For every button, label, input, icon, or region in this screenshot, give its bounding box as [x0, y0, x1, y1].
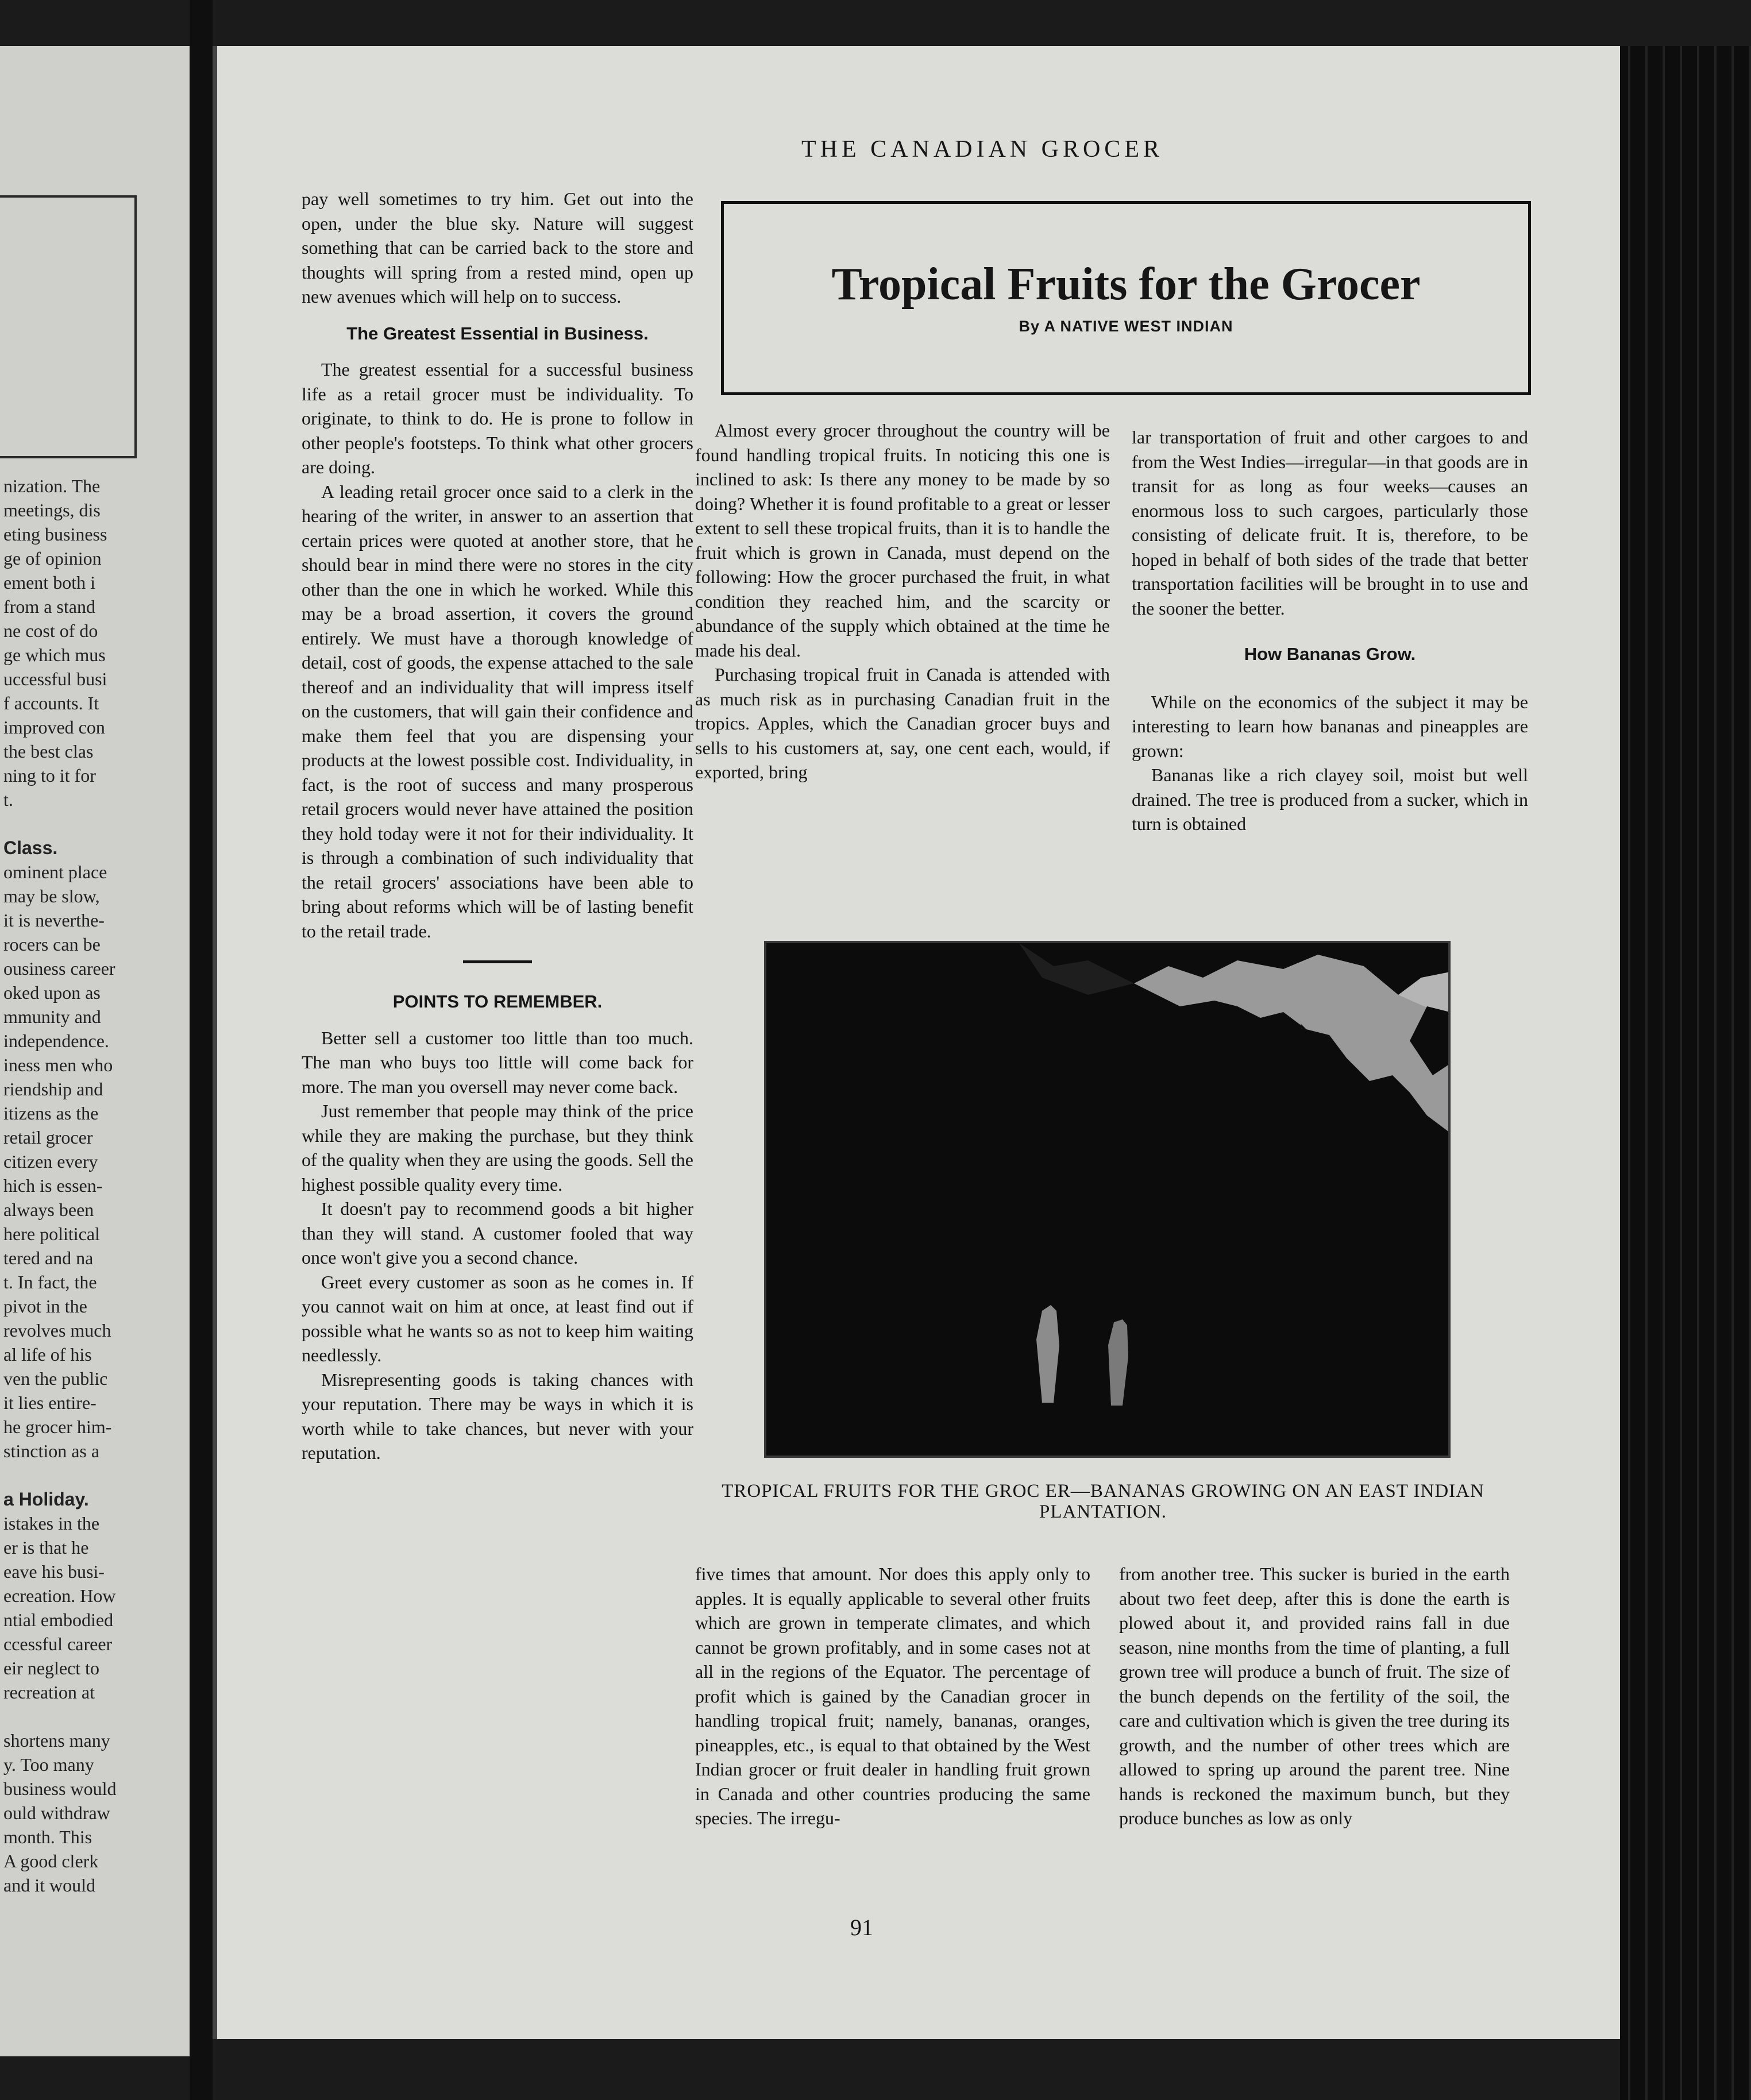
facing-page-line: ning to it for: [3, 765, 96, 786]
facing-page-line: a Holiday.: [3, 1489, 89, 1510]
facing-page-line: month. This: [3, 1827, 92, 1847]
facing-page-line: meetings, dis: [3, 500, 101, 520]
col3-paragraph: lar transportation of fruit and other cargoes to and from the West Indies—irregular—in that goods are in transit for as long as four weeks—causes an enormous loss to such cargoes, particularly those consisting of delicate fruit. It is, therefore, to be hoped in behalf of both sides of the trade that better transportation facilities will be brought in to use and the sooner the better.: [1132, 427, 1528, 619]
facing-page-line: eave his busi-: [3, 1561, 105, 1582]
facing-page-line: tered and na: [3, 1248, 94, 1268]
facing-page-line: f accounts. It: [3, 693, 99, 713]
column-1: [302, 187, 693, 1465]
facing-page-line: from a stand: [3, 596, 95, 617]
facing-page-line: recreation at: [3, 1682, 95, 1703]
facing-page-line: and it would: [3, 1875, 95, 1896]
facing-page-line: he grocer him-: [3, 1416, 112, 1437]
facing-page-line: always been: [3, 1199, 94, 1220]
facing-page-line: ge of opinion: [3, 548, 102, 569]
facing-page-line: retail grocer: [3, 1127, 93, 1148]
facing-page-line: oked upon as: [3, 982, 101, 1003]
heading-how-bananas-grow: How Bananas Grow.: [1244, 644, 1416, 664]
article-byline: By A NATIVE WEST INDIAN: [1019, 318, 1233, 335]
page-number: 91: [850, 1914, 873, 1940]
facing-page-line: A good clerk: [3, 1851, 99, 1871]
facing-page-line: ven the public: [3, 1368, 108, 1389]
col2-paragraph: Purchasing tropical fruit in Canada is attended with as much risk as in purchasing Canadian fruit in the tropics. Apples, which the Canadian grocer buys and sells to his customers at, say, one cent each, would, if exported, bring: [695, 664, 1110, 782]
facing-page-line: Class.: [3, 837, 58, 858]
facing-page-line: itizens as the: [3, 1103, 99, 1124]
facing-page-line: revolves much: [3, 1320, 111, 1341]
photo-caption: TROPICAL FRUITS FOR THE GROC ER—BANANAS GROWING ON AN EAST INDIAN PLANTATION.: [722, 1481, 1484, 1522]
facing-page-line: the best clas: [3, 741, 94, 762]
facing-page-line: shortens many: [3, 1730, 110, 1751]
facing-page-line: here political: [3, 1223, 100, 1244]
book-binding: [1620, 46, 1751, 2100]
facing-page-line: business would: [3, 1778, 117, 1799]
col3-paragraph: While on the economics of the subject it may be interesting to learn how bananas and pineapples are grown:: [1132, 691, 1528, 761]
col2-bottom-paragraph: five times that amount. Nor does this apply only to apples. It is equally applicable to several other fruits which are grown in temperate climates, and which cannot be grown profitably, and in some cases not at all in the regions of the Equator. The percentage of profit which is gained by the Canadian grocer in handling tropical fruit; namely, bananas, oranges, pineapples, etc., is equal to that obtained by the West Indian grocer or fruit dealer in handling fruit grown in Canada and other countries producing the same species. The irregu-: [695, 1564, 1090, 1828]
facing-page-line: ne cost of do: [3, 620, 98, 641]
facing-page-column: [3, 474, 188, 1897]
facing-page-line: t. In fact, the: [3, 1272, 97, 1292]
facing-page-line: improved con: [3, 717, 105, 738]
facing-page-line: pivot in the: [3, 1296, 87, 1317]
facing-page-line: citizen every: [3, 1151, 98, 1172]
facing-page-line: independence.: [3, 1030, 109, 1051]
col3-bottom-paragraph: from another tree. This sucker is buried in the earth about two feet deep, after this is done the earth is plowed about it, and provided rains fall in due season, nine months from the time of planting, a full grown tree will produce a bunch of fruit. The size of the bunch depends on the fertility of the soil, the care and cultivation which is given the tree during its growth, and the number of other trees which are allowed to spring up around the parent tree. Nine hands is reckoned the maximum bunch, but they produce bunches as low as only: [1119, 1564, 1510, 1828]
facing-page-line: y. Too many: [3, 1754, 94, 1775]
facing-page-line: t.: [3, 789, 13, 810]
facing-page-line: ntial embodied: [3, 1609, 114, 1630]
col1-paragraph: Better sell a customer too little than too much. The man who buys too little will come back for more. The man you oversell may never come back.: [302, 1027, 693, 1097]
heading-greatest-essential: The Greatest Essential in Business.: [346, 323, 649, 343]
facing-page-line: it lies entire-: [3, 1392, 97, 1413]
section-rule: [463, 960, 532, 963]
col1-paragraph: Just remember that people may think of the price while they are making the purchase, but they think of the quality when they are using the goods. Sell the highest possible quality every time.: [302, 1101, 693, 1195]
col1-paragraph: A leading retail grocer once said to a clerk in the hearing of the writer, in answer to an assertion that certain prices were quoted at another store, that he should bear in mind there were no stores in the city other than the one in which he worked. While this may be a broad assertion, it covers the ground entirely. We must have a thorough knowledge of detail, cost of goods, the expense attached to the sale thereof and an individuality that will impress itself on the customers, that will gain their confidence and make them feel that you are dispensing your products at the lowest possible cost. Individuality, in fact, is the root of success and many prosperous retail grocers would never have attained the position they hold today were it not for their individuality. It is through a combination of such individuality that the retail grocers' associations have been able to bring about reforms which will be of lasting benefit to the retail trade.: [302, 481, 693, 941]
article-title-box: [721, 201, 1531, 395]
col1-opening: pay well sometimes to try him. Get out into the open, under the blue sky. Nature will suggest something that can be carried back to the store and thoughts will spring from a rested mind, open up new avenues which will help on to success.: [302, 188, 693, 307]
running-head: THE CANADIAN GROCER: [801, 136, 1163, 163]
facing-page-line: eir neglect to: [3, 1658, 100, 1678]
col1-paragraph: Greet every customer as soon as he comes in. If you cannot wait on him at once, at least find out if possible what he wants so as not to keep him waiting needlessly.: [302, 1271, 693, 1365]
banana-plantation-photo: [764, 941, 1451, 1458]
facing-page-line: eting business: [3, 524, 107, 545]
facing-page-line: stinction as a: [3, 1441, 100, 1461]
book-gutter: [190, 0, 213, 2100]
column-3-top: [1132, 425, 1528, 836]
facing-page-line: mmunity and: [3, 1006, 101, 1027]
facing-page-line: [3, 1704, 188, 1728]
facing-page-line: hich is essen-: [3, 1175, 103, 1196]
facing-page-line: ecreation. How: [3, 1585, 116, 1606]
facing-page-line: rocers can be: [3, 934, 101, 955]
facing-page-line: ement both i: [3, 572, 95, 593]
facing-page-line: may be slow,: [3, 886, 100, 906]
facing-page: [0, 46, 190, 2056]
facing-page-line: ge which mus: [3, 644, 106, 665]
facing-page-line: ccessful career: [3, 1634, 113, 1654]
facing-page-line: it is neverthe-: [3, 910, 105, 931]
facing-page-line: nization. The: [3, 476, 101, 496]
facing-page-line: er is that he: [3, 1537, 89, 1558]
facing-page-box: [0, 195, 137, 458]
facing-page-line: [3, 1463, 188, 1487]
facing-page-line: ominent place: [3, 862, 107, 882]
col1-paragraph: It doesn't pay to recommend goods a bit higher than they will stand. A customer fooled that way once won't give you a second chance.: [302, 1198, 693, 1268]
facing-page-line: ould withdraw: [3, 1802, 110, 1823]
facing-page-line: uccessful busi: [3, 669, 107, 689]
facing-page-line: [3, 812, 188, 836]
col3-paragraph: Bananas like a rich clayey soil, moist but well drained. The tree is produced from a sucker, which in turn is obtained: [1132, 765, 1528, 834]
facing-page-line: al life of his: [3, 1344, 92, 1365]
facing-page-line: ousiness career: [3, 958, 115, 979]
column-2-top: [695, 418, 1110, 785]
page-edge: [213, 46, 217, 2039]
col1-paragraph: The greatest essential for a successful business life as a retail grocer must be individuality. To originate, to think to do. He is prone to follow in other people's footsteps. To think what other grocers are doing.: [302, 359, 693, 477]
col1-paragraph: Misrepresenting goods is taking chances with your reputation. There may be ways in which it is worth while to take chances, but never with your reputation.: [302, 1369, 693, 1463]
article-title: Tropical Fruits for the Grocer: [831, 259, 1421, 310]
col2-paragraph: Almost every grocer throughout the country will be found handling tropical fruits. In noticing this one is inclined to ask: Is there any money to be made by so doing? Whether it is found profitable to a great or lesser extent to sell these tropical fruits, than it is to handle the fruit which is grown in Canada, must depend on the following: How the grocer purchased the fruit, in what condition they reached him, and the scarcity or abundance of the supply which obtained at the time he made his deal.: [695, 420, 1110, 661]
column-2-bottom: [695, 1562, 1090, 1831]
facing-page-line: riendship and: [3, 1079, 103, 1099]
heading-points-to-remember: POINTS TO REMEMBER.: [392, 991, 603, 1012]
facing-page-line: iness men who: [3, 1055, 113, 1075]
facing-page-line: istakes in the: [3, 1513, 100, 1534]
column-3-bottom: [1119, 1562, 1510, 1831]
